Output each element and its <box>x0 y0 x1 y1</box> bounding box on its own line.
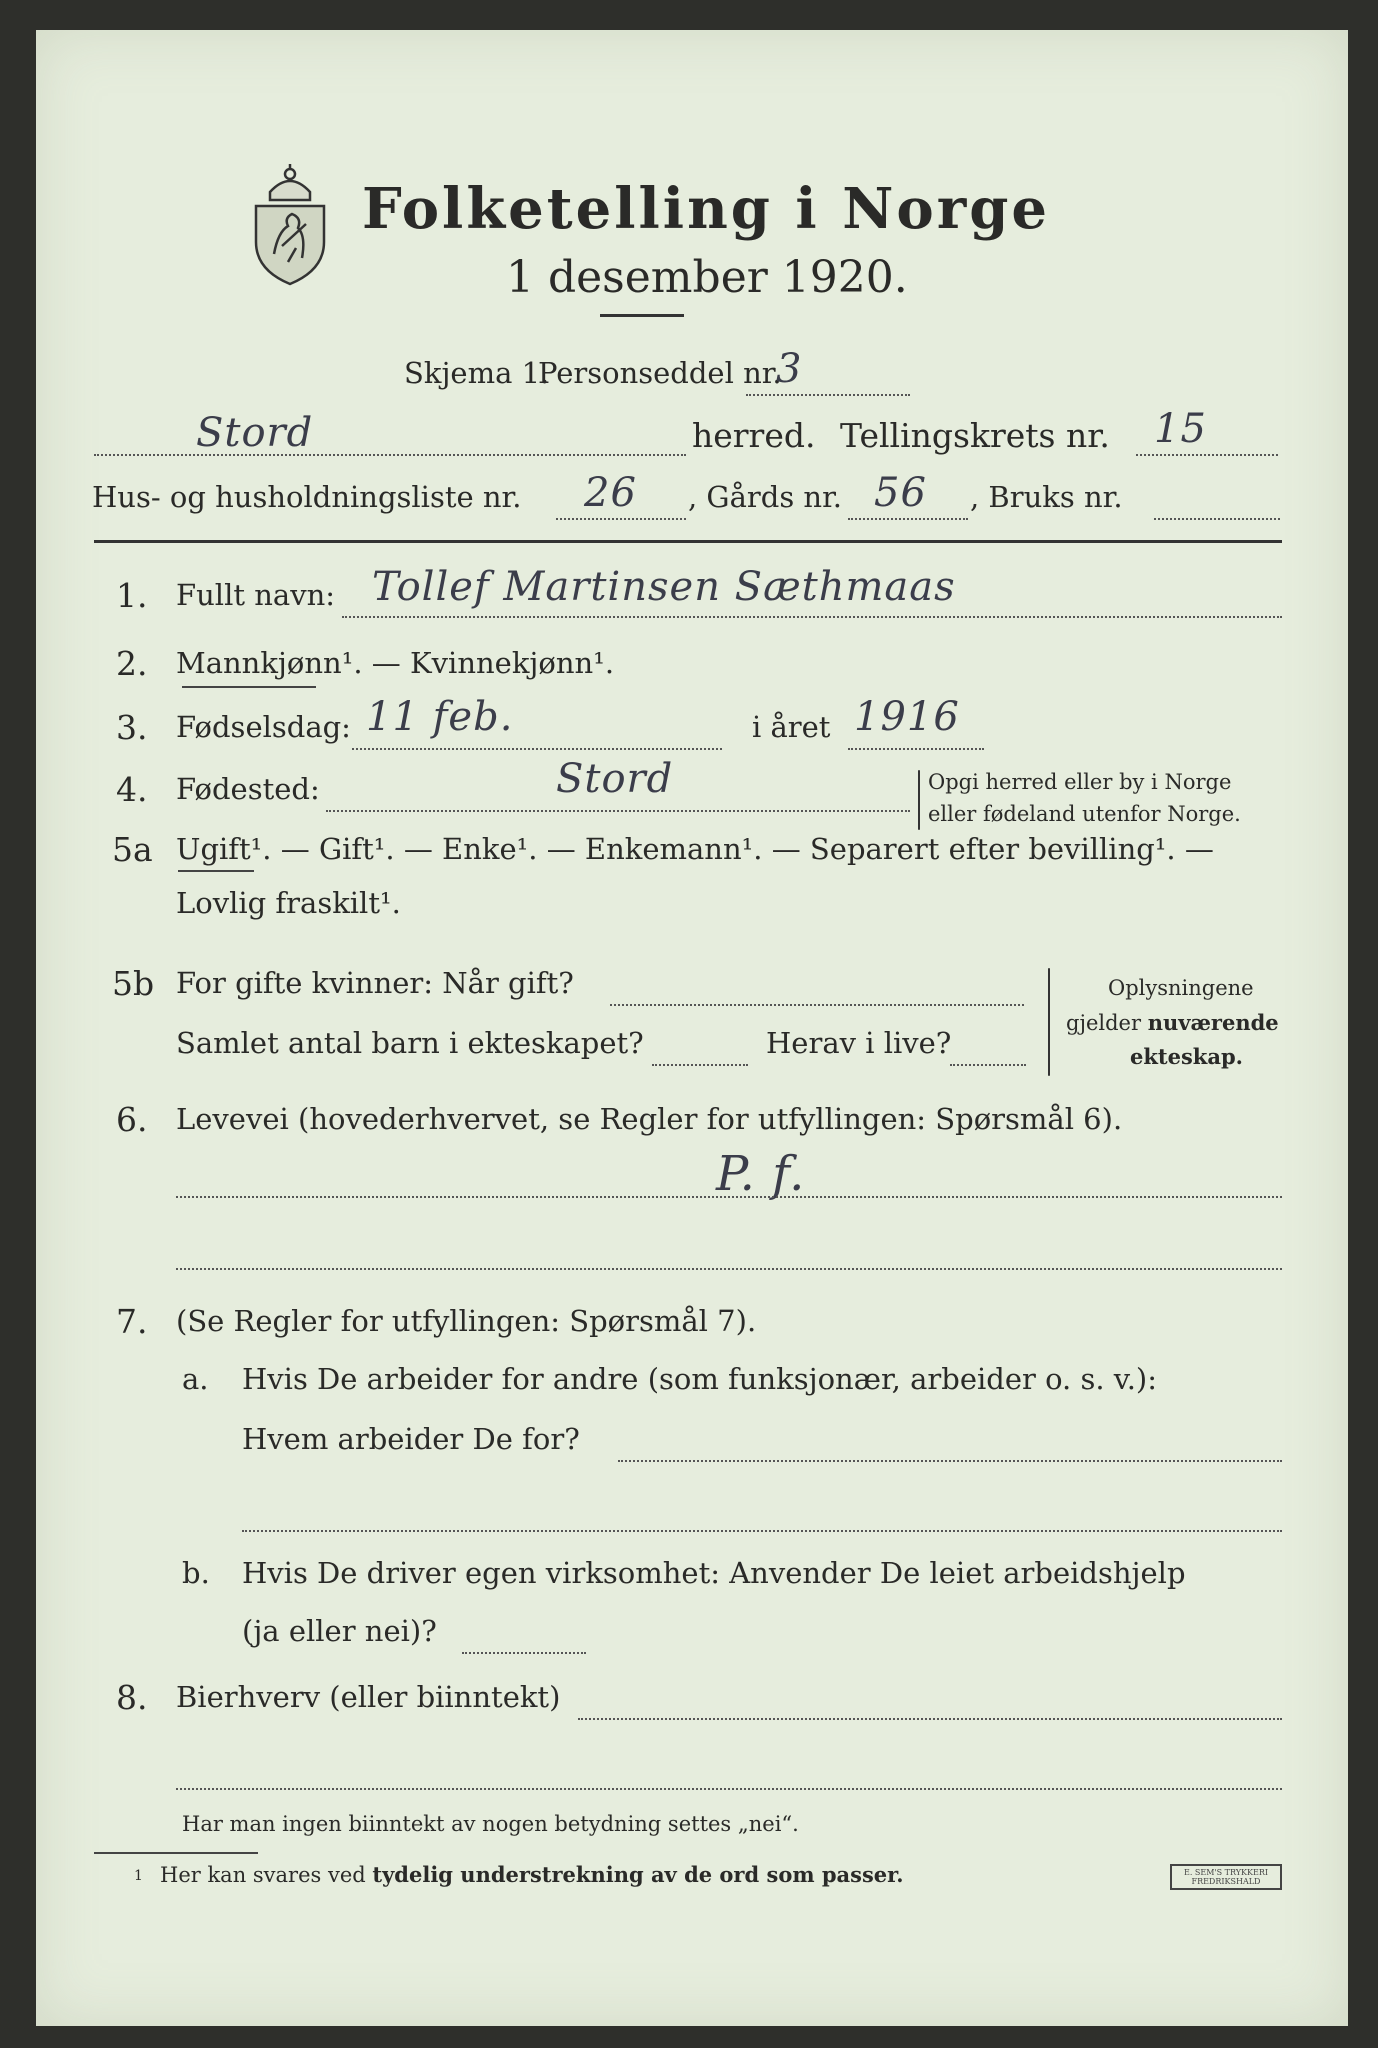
footnote-text: Her kan svares ved tydelig understrekning av de ord som passer. <box>160 1862 904 1887</box>
ekteskap-note-3: ekteskap. <box>1130 1044 1243 1069</box>
tellingskrets-value[interactable]: 15 <box>1154 406 1207 452</box>
form-title: Folketelling i Norge <box>362 176 1051 242</box>
sivilstand-label: Ugift¹. — Gift¹. — Enke¹. — Enkemann¹. — Separert efter bevilling¹. — <box>176 832 1214 866</box>
herred-value[interactable]: Stord <box>196 410 314 456</box>
fodested-value[interactable]: Stord <box>556 756 674 802</box>
census-date: 1 desember 1920. <box>506 252 908 303</box>
gaards-label: , Gårds nr. <box>688 480 842 514</box>
naar-gift-label: For gifte kvinner: Når gift? <box>176 966 574 1000</box>
skjema-label: Skjema 1. <box>404 356 550 390</box>
bierhverv-label: Bierhverv (eller biinntekt) <box>176 1680 561 1714</box>
fodested-note-2: eller fødeland utenfor Norge. <box>928 802 1241 826</box>
ugift-underline <box>178 870 254 872</box>
lovlig-fraskilt-label: Lovlig fraskilt¹. <box>176 886 401 920</box>
levevei-value[interactable]: P. f. <box>716 1146 806 1202</box>
kjonn-underline <box>182 686 316 688</box>
fodselsaar-value[interactable]: 1916 <box>854 694 960 740</box>
norway-coat-of-arms-icon <box>248 162 332 288</box>
census-form-sheet: Folketelling i Norge 1 desember 1920. Skjema 1. Personseddel nr. 3 Stord herred. Tellingskrets nr. 15 Hus- og husholdningsliste nr. 26 , Gårds nr. 56 , Bruks nr. 1. Fullt navn: Tollef Martinsen Sæthmaas 2. Mannkjønn¹. — Kvinnekjønn¹. 3. Fødselsdag: 11 feb. i året 1916 4. Fødested: Stord Opgi herred eller by i Norge eller fødeland utenfor Norge. 5a Ugift¹. — Gift¹. — Enke¹. — Enkemann¹. — Separert efter bevilling¹. — Lovlig fraskilt¹. 5b For gifte kvinner: Når gift? Samlet antal barn i ekteskapet? Herav i live? Oplysningene gjelder nuværende ekteskap. 6. Levevei (hovederhvervet, se Regler for utfyllingen: Spørsmål 6). P. f. 7. (Se Regler for utfyllingen: Spørsmål 7). a. Hvis De arbeider for andre (som funksjonær, arbeider o. s. v.): Hvem arbeider De for? b. Hvis De driver egen virksomhet: Anvender De leiet arbeidshjelp (ja eller nei)? 8. Bierhverv (eller biinntekt) Har man ingen biinntekt av nogen betydning settes „nei“. 1 Her kan svares ved tydelig understrekning av de ord som passer. E. SEM'S TRYKKERI FREDRIKSHALD <box>36 30 1348 2026</box>
fullt-navn-label: Fullt navn: <box>176 578 336 612</box>
printer-stamp: E. SEM'S TRYKKERI FREDRIKSHALD <box>1170 1864 1282 1890</box>
fodselsdag-label: Fødselsdag: <box>176 710 351 744</box>
hvem-arbeider-label: Hvem arbeider De for? <box>242 1422 580 1456</box>
biinntekt-note: Har man ingen biinntekt av nogen betydning settes „nei“. <box>182 1812 799 1836</box>
aaret-label: i året <box>752 710 831 744</box>
header-rule <box>94 540 1282 543</box>
personseddel-value[interactable]: 3 <box>776 346 803 392</box>
fodested-label: Fødested: <box>176 772 320 806</box>
hus-value[interactable]: 26 <box>584 470 637 516</box>
ekteskap-note-1: Oplysningene <box>1108 976 1254 1000</box>
arbeider-for-andre-label: Hvis De arbeider for andre (som funksjonær, arbeider o. s. v.): <box>242 1362 1158 1396</box>
kjonn-label: Mannkjønn¹. — Kvinnekjønn¹. <box>176 646 615 680</box>
levevei-label: Levevei (hovederhvervet, se Regler for utfyllingen: Spørsmål 6). <box>176 1102 1123 1136</box>
gaards-value[interactable]: 56 <box>874 470 927 516</box>
herav-i-live-label: Herav i live? <box>766 1026 952 1060</box>
antal-barn-label: Samlet antal barn i ekteskapet? <box>176 1026 644 1060</box>
egen-virksomhet-label: Hvis De driver egen virksomhet: Anvender De leiet arbeidshjelp <box>242 1556 1186 1590</box>
footnote-mark: 1 <box>134 1868 143 1884</box>
tellingskrets-label: Tellingskrets nr. <box>840 416 1110 455</box>
ja-eller-nei-label: (ja eller nei)? <box>242 1614 437 1648</box>
q7-label: (Se Regler for utfyllingen: Spørsmål 7). <box>176 1304 757 1338</box>
hus-label: Hus- og husholdningsliste nr. <box>92 480 522 514</box>
fodselsdag-value[interactable]: 11 feb. <box>366 694 514 740</box>
bruks-label: , Bruks nr. <box>970 480 1123 514</box>
fodested-note-1: Opgi herred eller by i Norge <box>928 770 1232 794</box>
personseddel-label: Personseddel nr. <box>538 356 782 390</box>
fullt-navn-value[interactable]: Tollef Martinsen Sæthmaas <box>372 564 956 610</box>
herred-label: herred. <box>692 416 816 455</box>
ekteskap-note-2: gjelder nuværende <box>1066 1010 1279 1035</box>
title-divider <box>600 314 684 317</box>
